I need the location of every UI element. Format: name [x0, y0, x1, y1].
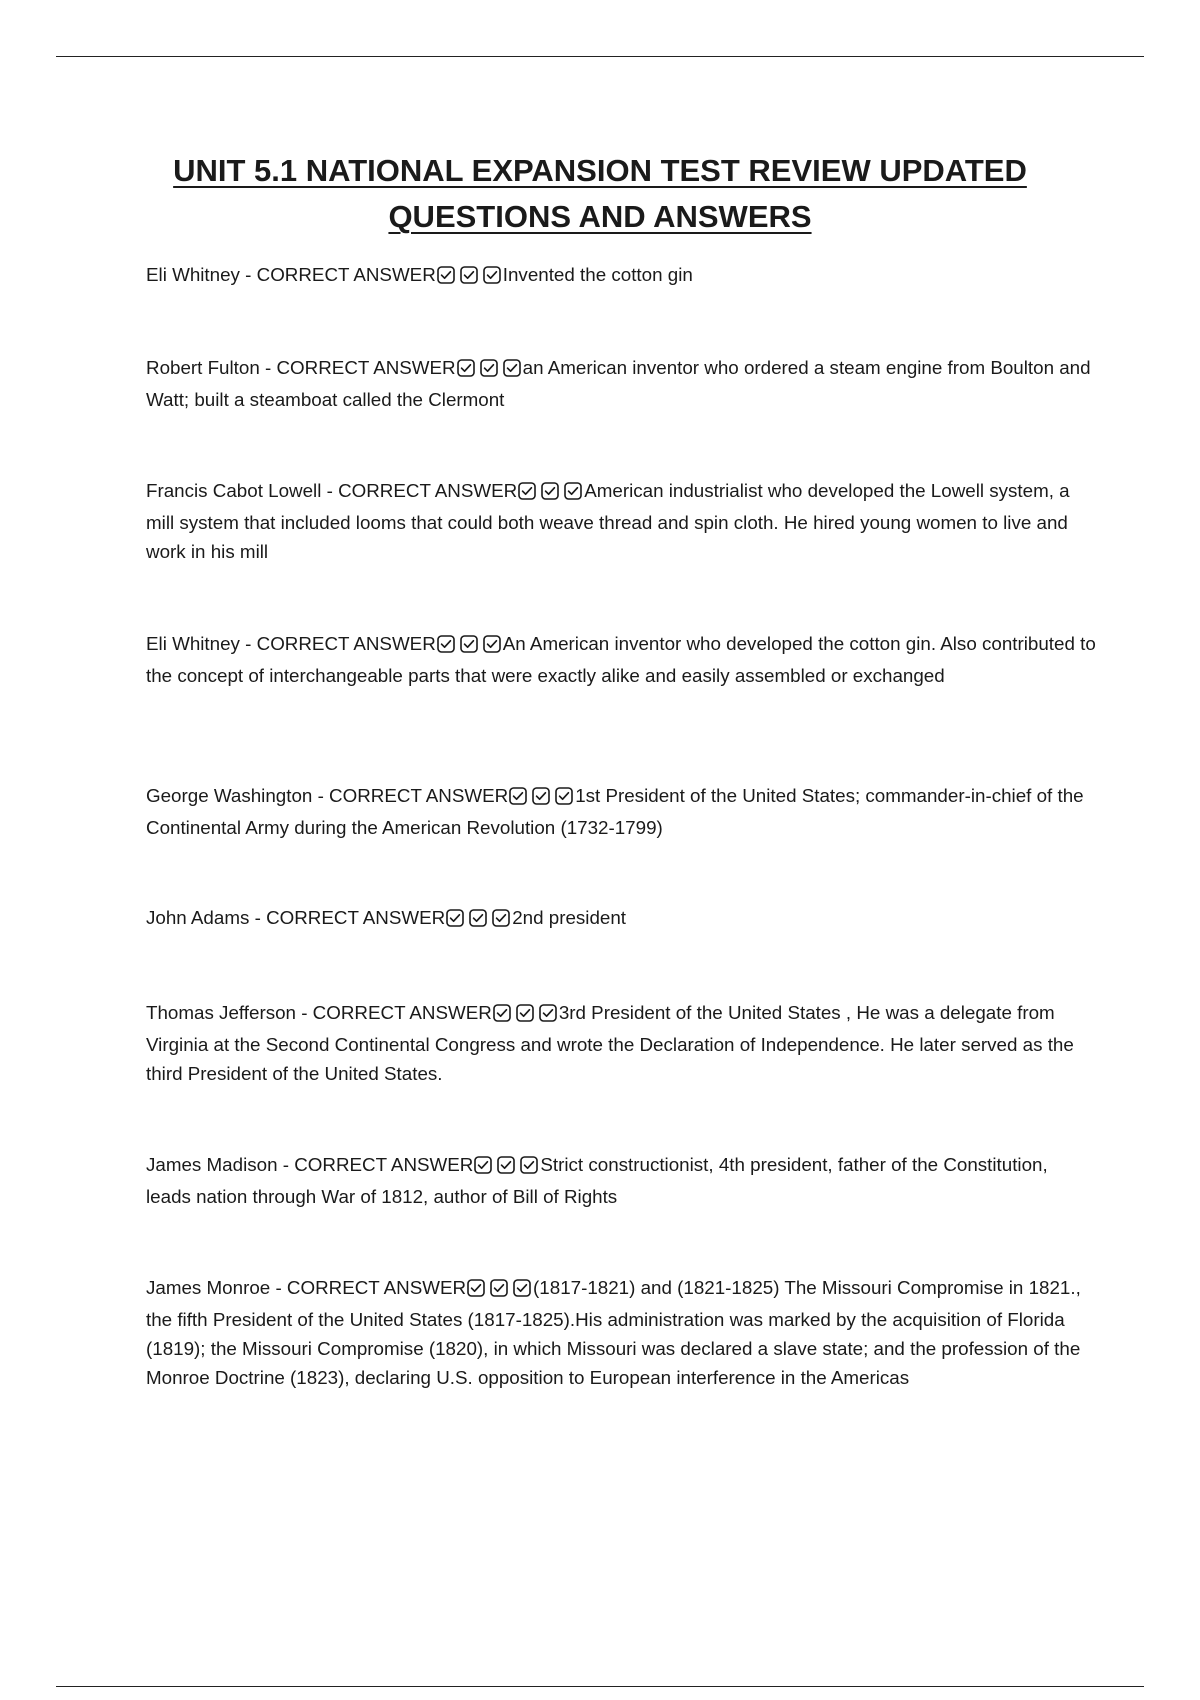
check-marks: [474, 1153, 539, 1182]
checkbox-checked-icon: [457, 359, 475, 377]
checkbox-checked-icon: [503, 359, 521, 377]
entry-answer: Strict constructionist, 4th president, father of the Constitution, leads nation through War of 1812, author of Bill of Rights: [146, 1154, 1048, 1207]
answer-marker: - CORRECT ANSWER: [317, 785, 509, 806]
answer-marker: - CORRECT ANSWER: [275, 1277, 467, 1298]
bottom-rule: [56, 1686, 1144, 1687]
answer-marker: - CORRECT ANSWER: [254, 907, 446, 928]
check-marks: [437, 263, 502, 292]
document-title: UNIT 5.1 NATIONAL EXPANSION TEST REVIEW UPDATED QUESTIONS AND ANSWERS: [173, 153, 1027, 234]
checkbox-checked-icon: [518, 482, 536, 500]
qa-entry: [146, 260, 1096, 292]
checkbox-checked-icon: [467, 1279, 485, 1297]
checkbox-checked-icon: [490, 1279, 508, 1297]
entry-term: James Madison: [146, 1154, 278, 1175]
answer-marker: - CORRECT ANSWER: [265, 357, 456, 378]
check-marks: [518, 479, 583, 508]
checkbox-checked-icon: [460, 635, 478, 653]
checkbox-checked-icon: [539, 1004, 557, 1022]
checkbox-checked-icon: [483, 266, 501, 284]
qa-entry: [146, 353, 1096, 414]
checkbox-checked-icon: [492, 909, 510, 927]
entry-term: Thomas Jefferson: [146, 1002, 296, 1023]
check-marks: [457, 356, 522, 385]
checkbox-checked-icon: [493, 1004, 511, 1022]
entry-answer: 2nd president: [512, 907, 627, 928]
checkbox-checked-icon: [474, 1156, 492, 1174]
entry-term: Eli Whitney: [146, 264, 240, 285]
entry-answer: 1st President of the United States; commander-in-chief of the Continental Army during the American Revolution (1732-1799): [146, 785, 1084, 838]
checkbox-checked-icon: [520, 1156, 538, 1174]
answer-marker: - CORRECT ANSWER: [301, 1002, 492, 1023]
top-rule: [56, 56, 1144, 57]
check-marks: [437, 632, 502, 661]
checkbox-checked-icon: [513, 1279, 531, 1297]
checkbox-checked-icon: [541, 482, 559, 500]
checkbox-checked-icon: [532, 787, 550, 805]
entry-term: John Adams: [146, 907, 250, 928]
check-marks: [493, 1001, 558, 1030]
answer-marker: - CORRECT ANSWER: [245, 264, 436, 285]
entry-answer: American industrialist who developed the Lowell system, a mill system that included looms that could both weave thread and spin cloth. He hired young women to live and work in his mill: [146, 480, 1070, 562]
entry-term: Eli Whitney: [146, 633, 240, 654]
checkbox-checked-icon: [555, 787, 573, 805]
checkbox-checked-icon: [564, 482, 582, 500]
answer-marker: - CORRECT ANSWER: [326, 480, 518, 501]
qa-entry: [146, 629, 1096, 690]
check-marks: [446, 906, 511, 935]
entry-answer: (1817-1821) and (1821-1825) The Missouri Compromise in 1821., the fifth President of the United States (1817-1825).His administration was marked by the acquisition of Florida (1819); the Missouri Compromise (1820), in which Missouri was declared a slave state; and the profession of the Monroe Doctrine (1823), declaring U.S. opposition to European interference in the Americas: [146, 1277, 1081, 1388]
entry-answer: An American inventor who developed the cotton gin. Also contributed to the concept of interchangeable parts that were exactly alike and easily assembled or exchanged: [146, 633, 1096, 686]
checkbox-checked-icon: [483, 635, 501, 653]
entry-term: Francis Cabot Lowell: [146, 480, 322, 501]
checkbox-checked-icon: [469, 909, 487, 927]
check-marks: [467, 1276, 532, 1305]
checkbox-checked-icon: [460, 266, 478, 284]
qa-entry: [146, 998, 1096, 1088]
checkbox-checked-icon: [497, 1156, 515, 1174]
checkbox-checked-icon: [480, 359, 498, 377]
qa-entry: [146, 903, 1096, 935]
qa-entry: [146, 1150, 1096, 1211]
checkbox-checked-icon: [446, 909, 464, 927]
answer-marker: - CORRECT ANSWER: [245, 633, 436, 654]
qa-entry: [146, 781, 1096, 842]
qa-entry: [146, 1273, 1096, 1392]
entry-term: James Monroe: [146, 1277, 271, 1298]
entry-term: George Washington: [146, 785, 313, 806]
entry-answer: Invented the cotton gin: [502, 264, 693, 285]
checkbox-checked-icon: [516, 1004, 534, 1022]
qa-entry: [146, 476, 1096, 566]
checkbox-checked-icon: [509, 787, 527, 805]
entry-term: Robert Fulton: [146, 357, 260, 378]
entry-answer: an American inventor who ordered a steam engine from Boulton and Watt; built a steamboat called the Clermont: [146, 357, 1091, 410]
checkbox-checked-icon: [437, 635, 455, 653]
checkbox-checked-icon: [437, 266, 455, 284]
entry-answer: 3rd President of the United States , He was a delegate from Virginia at the Second Continental Congress and wrote the Declaration of Independence. He later served as the third President of the United States.: [146, 1002, 1074, 1084]
answer-marker: - CORRECT ANSWER: [282, 1154, 474, 1175]
check-marks: [509, 784, 574, 813]
